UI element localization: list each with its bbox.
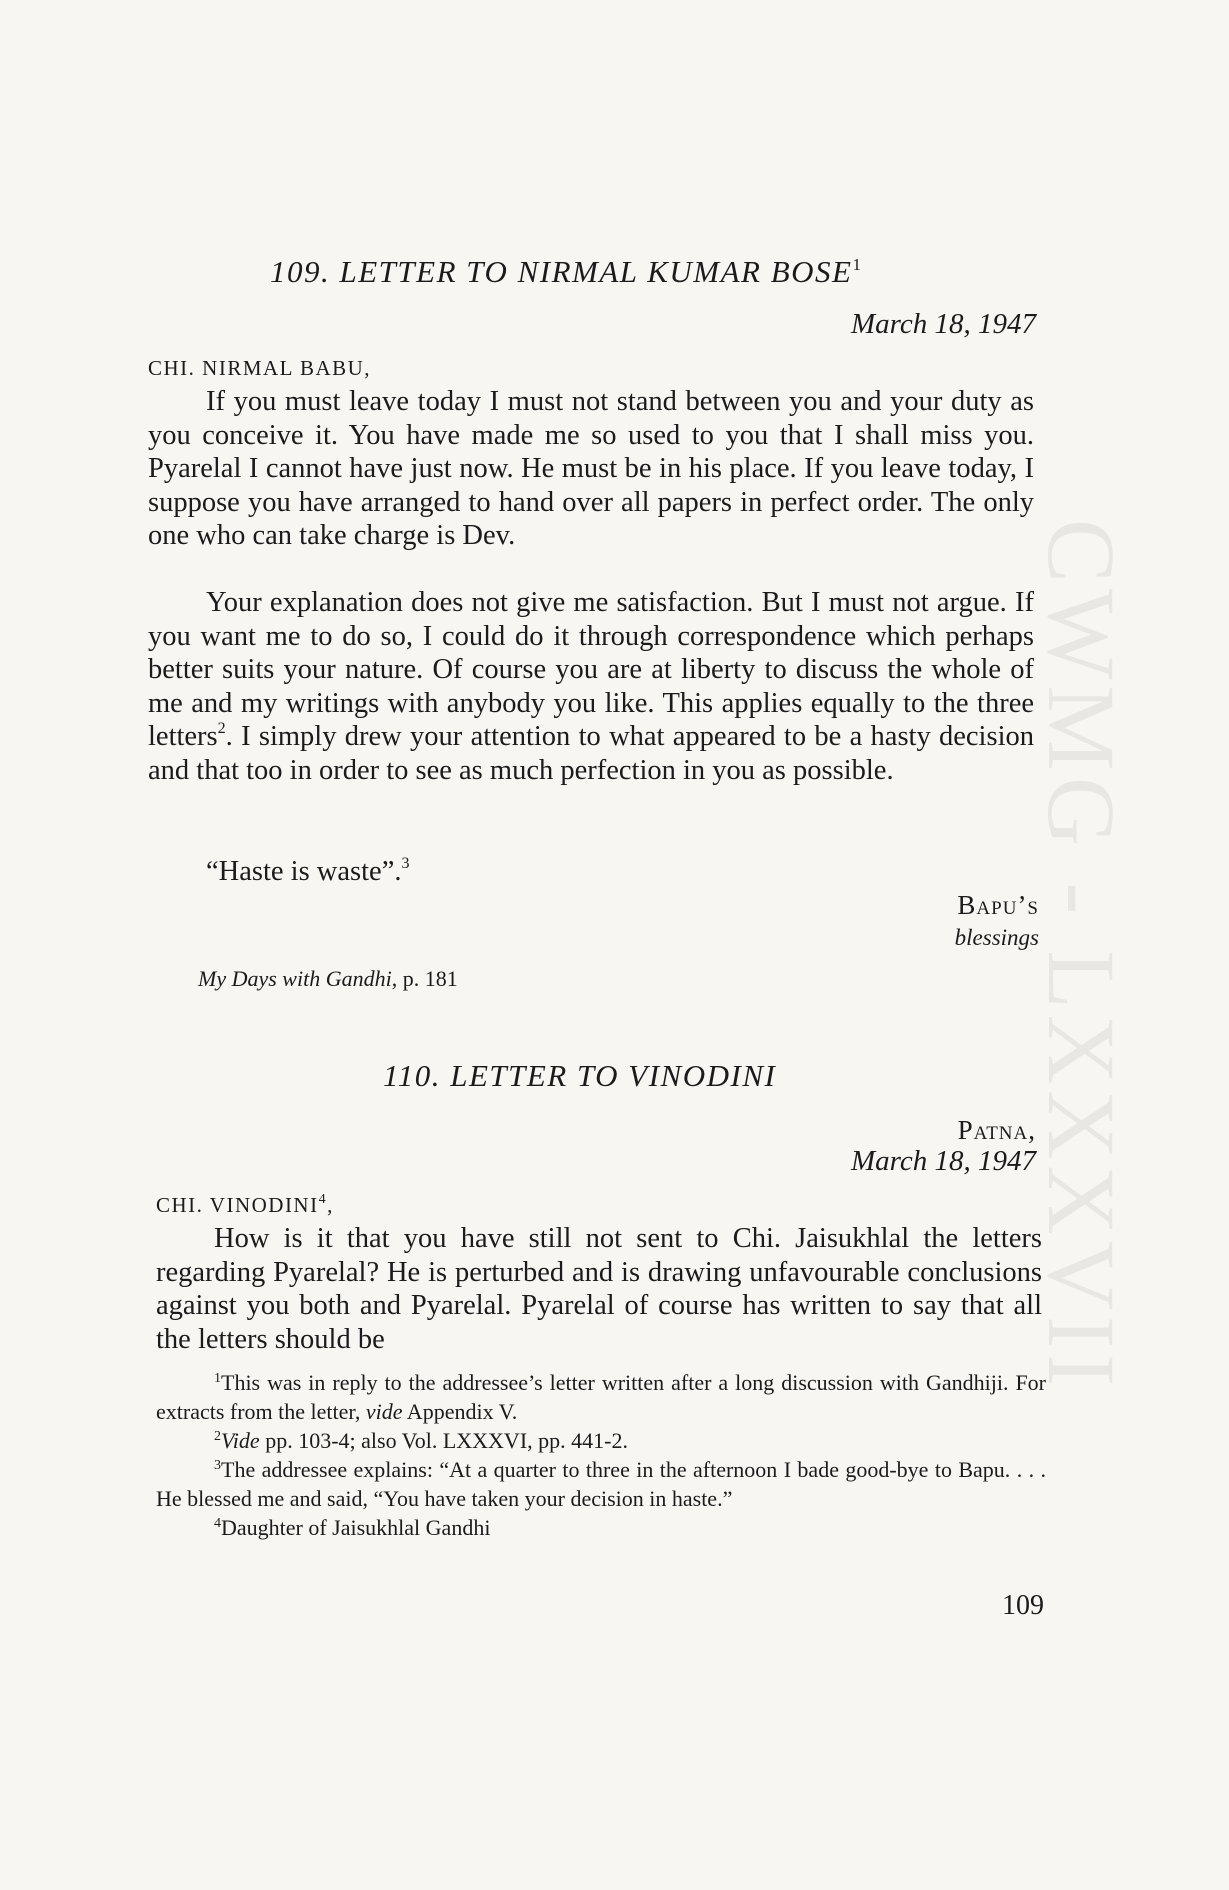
letter-110-date: March 18, 1947 (851, 1145, 1036, 1177)
letter-109-paragraph-1: If you must leave today I must not stand between you and your duty as you conceive it. You have made me so used to you that I shall miss you. Pyarelal I cannot have just now. He must be in his place. If you leave today, I suppose you have arranged to hand over all papers in perfect order. The only one who can take charge is Dev. (148, 386, 1034, 551)
footnote-1: $^1$This was in reply to the addressee’s letter written after a long discussion with Gandhiji. For extracts from the letter, vide Appendix V. (156, 1370, 1046, 1424)
letter-110-place: Patna, (957, 1115, 1036, 1145)
footnote-ref-1: 1 (852, 255, 861, 274)
letter-109-signature: Bapu’s (957, 890, 1039, 920)
letter-110-salutation: CHI. VINODINI$^4$, (156, 1192, 334, 1217)
letter-110-paragraph-1: How is it that you have still not sent to Chi. Jaisukhlal the letters regarding Pyarelal? He is perturbed and is drawing unfavourable conclusions against you both and Pyarelal. Pyarelal of course has written to say that all the letters should be (156, 1223, 1042, 1355)
letter-109-date: March 18, 1947 (851, 308, 1036, 340)
letter-109-salutation: CHI. NIRMAL BABU, (148, 356, 372, 380)
footnote-ref-3: 3 (401, 855, 410, 872)
footnote-4: $^4$Daughter of Jaisukhlal Gandhi (214, 1515, 491, 1540)
watermark: CWMG - LXXXVII (1028, 518, 1136, 1392)
page-number: 109 (1002, 1590, 1044, 1621)
footnote-ref-4: 4 (318, 1192, 328, 1207)
letter-110-heading: 110. LETTER TO VINODINI (383, 1058, 777, 1093)
letter-109-heading: 109. LETTER TO NIRMAL KUMAR BOSE$^1$ (270, 254, 861, 289)
footnote-2: $^2$Vide pp. 103-4; also Vol. LXXXVI, pp. 441-2. (214, 1428, 628, 1453)
letter-109-paragraph-2: Your explanation does not give me satisfaction. But I must not argue. If you want me to do so, I could do it through correspondence which perhaps better suits your nature. Of course you are at liberty to discuss the whole of me and my writings with anybody you like. This applies equally to the three letters$^2$. I simply drew your attention to what appeared to be a hasty decision and that too in order to see as much perfection in you as possible. (148, 587, 1034, 786)
letter-109-signature-sub: blessings (954, 925, 1039, 950)
letter-109-source: My Days with Gandhi, p. 181 (198, 966, 458, 991)
footnotes (156, 1368, 1046, 1542)
footnote-ref-2: 2 (217, 720, 226, 737)
footnote-3: $^3$The addressee explains: “At a quarter to three in the afternoon I bade good-bye to Bapu. . . . He blessed me and said, “You have taken your decision in haste.” (156, 1457, 1046, 1511)
letter-109-paragraph-3: “Haste is waste”.$^3$ (206, 855, 410, 887)
